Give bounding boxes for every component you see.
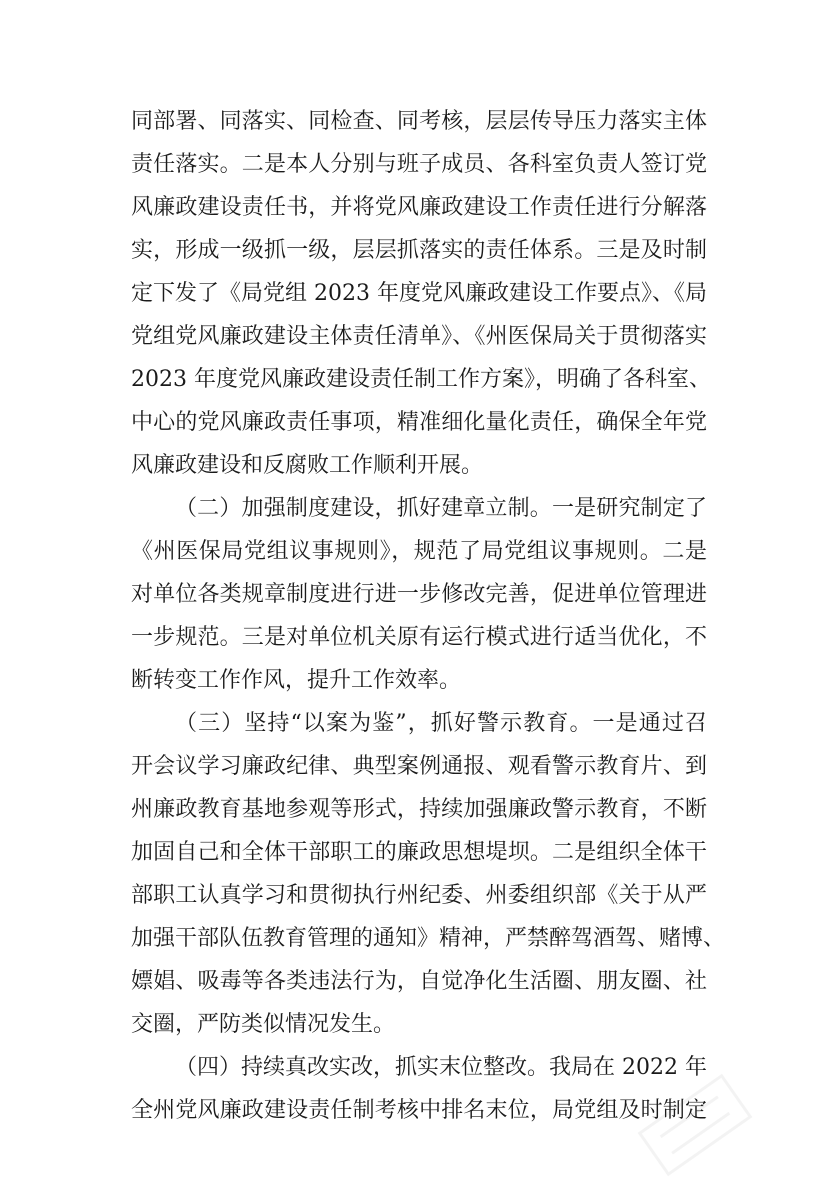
text-line: 风廉政建设和反腐败工作顺利开展。: [131, 453, 484, 478]
text-line: 州廉政教育基地参观等形式，持续加强廉政警示教育，不断: [131, 797, 707, 822]
text-line: 《州医保局党组议事规则》，规范了局党组议事规则。二是: [131, 539, 707, 564]
text-line: 加固自己和全体干部职工的廉政思想堤坝。二是组织全体干: [131, 840, 707, 865]
text-line: 全州党风廉政建设责任制考核中排名末位，局党组及时制定: [131, 1098, 707, 1123]
text-line: 定下发了《局党组 2023 年度党风廉政建设工作要点》、《局: [131, 281, 707, 306]
section-heading-line: （二）加强制度建设，抓好建章立制。一是研究制定了: [175, 496, 707, 521]
text-line: 中心的党风廉政责任事项，精准细化量化责任，确保全年党: [131, 410, 707, 435]
text-line: 交圈，严防类似情况发生。: [131, 1012, 396, 1037]
section-heading-line: （三）坚持“以案为鉴”，抓好警示教育。一是通过召: [175, 711, 707, 736]
section-heading-line: （四）持续真改实改，抓实末位整改。我局在 2022 年: [175, 1055, 707, 1080]
text-line: 断转变工作作风，提升工作效率。: [131, 668, 462, 693]
text-line: 2023 年度党风廉政建设责任制工作方案》，明确了各科室、: [131, 367, 711, 392]
text-line: 嫖娼、吸毒等各类违法行为，自觉净化生活圈、朋友圈、社: [131, 969, 707, 994]
text-line: 责任落实。二是本人分别与班子成员、各科室负责人签订党: [131, 152, 707, 177]
text-line: 加强干部队伍教育管理的通知》精神，严禁醉驾酒驾、赌博、: [131, 926, 726, 951]
text-line: 对单位各类规章制度进行进一步修改完善，促进单位管理进: [131, 582, 707, 607]
text-line: 开会议学习廉政纪律、典型案例通报、观看警示教育片、到: [131, 754, 707, 779]
text-line: 一步规范。三是对单位机关原有运行模式进行适当优化，不: [131, 625, 707, 650]
text-line: 风廉政建设责任书，并将党风廉政建设工作责任进行分解落: [131, 195, 707, 220]
text-line: 党组党风廉政建设主体责任清单》、《州医保局关于贯彻落实: [131, 324, 707, 349]
text-line: 部职工认真学习和贯彻执行州纪委、州委组织部《关于从严: [131, 883, 707, 908]
text-line: 同部署、同落实、同检查、同考核，层层传导压力落实主体: [131, 109, 707, 134]
text-line: 实，形成一级抓一级，层层抓落实的责任体系。三是及时制: [131, 238, 707, 263]
